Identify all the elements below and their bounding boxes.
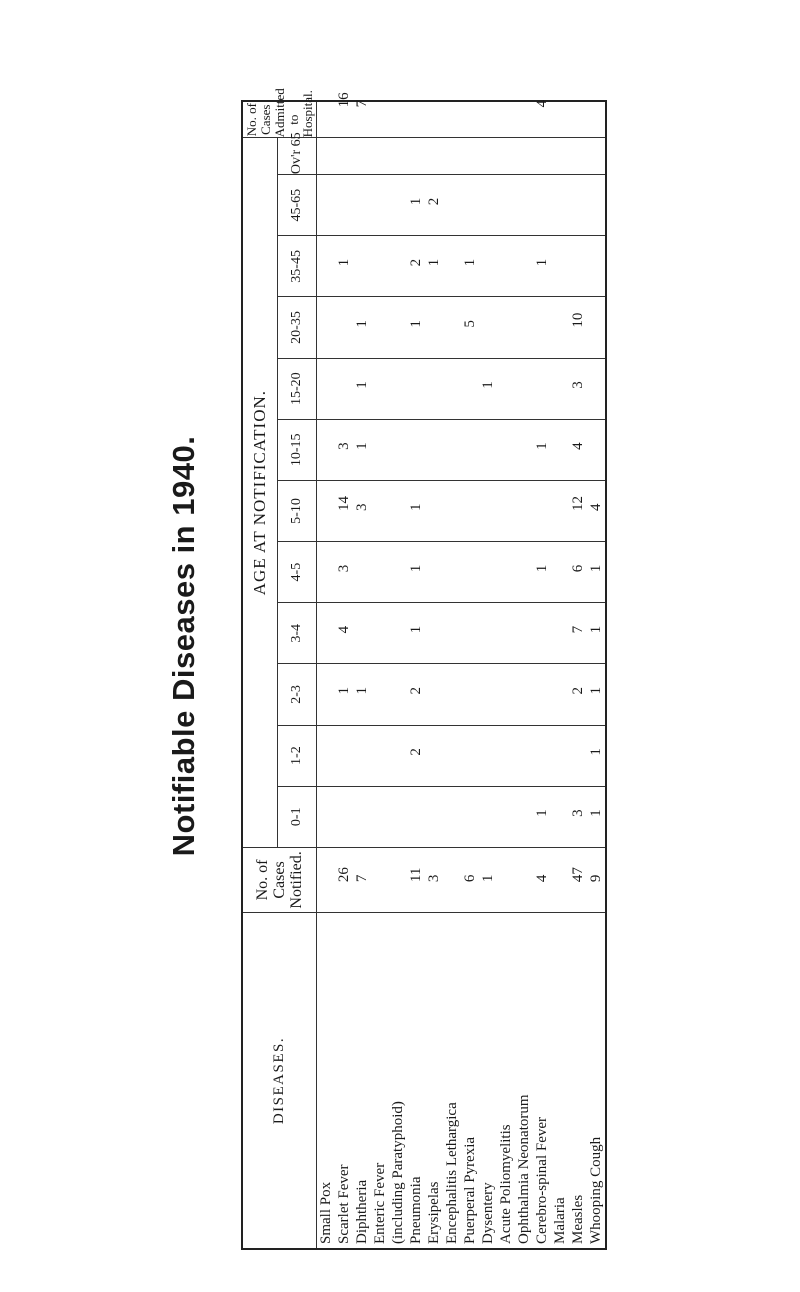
age-count [551, 603, 569, 664]
age-count [497, 236, 515, 297]
age-count [515, 236, 533, 297]
age-count [317, 175, 336, 236]
notified-header: No. of Cases Notified. [242, 847, 317, 912]
disease-name [389, 913, 407, 1249]
age-count: 1 [587, 786, 606, 847]
age-count [353, 786, 371, 847]
admitted-count [443, 101, 461, 138]
disease-label: (including Paratyphoid) [390, 1101, 406, 1244]
age-count: 1 [533, 236, 551, 297]
age-count [587, 419, 606, 480]
age-count [461, 175, 479, 236]
age-count [371, 542, 389, 603]
age-column-header: 45-65 [278, 175, 317, 236]
disease-name [317, 913, 336, 1249]
age-count [533, 480, 551, 541]
disease-name [371, 913, 389, 1249]
age-count [461, 358, 479, 419]
admitted-count: 4 [533, 101, 551, 138]
age-count [515, 786, 533, 847]
age-count [551, 358, 569, 419]
disease-name [533, 913, 551, 1249]
age-count [353, 542, 371, 603]
admitted-count [587, 101, 606, 138]
age-count [551, 480, 569, 541]
age-count [389, 358, 407, 419]
age-count [569, 175, 587, 236]
notified-count: 11 [407, 847, 425, 912]
age-column-header: Ov'r 65 [278, 138, 317, 175]
disease-name [551, 913, 569, 1249]
table-row [461, 101, 479, 1249]
admitted-count [515, 101, 533, 138]
notified-count [389, 847, 407, 912]
admitted-count [389, 101, 407, 138]
age-count [443, 236, 461, 297]
age-count: 1 [353, 419, 371, 480]
disease-label: Diphtheria [354, 1179, 370, 1244]
age-count: 1 [407, 480, 425, 541]
disease-label: Dysentery [480, 1182, 496, 1244]
admitted-count: 16 [335, 101, 353, 138]
age-count [497, 725, 515, 786]
age-count [443, 297, 461, 358]
disease-name [587, 913, 606, 1249]
age-count: 4 [587, 480, 606, 541]
notified-count: 47 [569, 847, 587, 912]
notified-count: 7 [353, 847, 371, 912]
age-count [389, 419, 407, 480]
age-count: 12 [569, 480, 587, 541]
age-count [587, 138, 606, 175]
age-count: 3 [335, 542, 353, 603]
admitted-count [371, 101, 389, 138]
disease-label: Pneumonia [408, 1176, 424, 1244]
notified-count: 1 [479, 847, 497, 912]
table-row [443, 101, 461, 1249]
age-count [425, 786, 443, 847]
age-count [515, 603, 533, 664]
age-count [389, 138, 407, 175]
age-count [425, 297, 443, 358]
age-count: 14 [335, 480, 353, 541]
age-column-header: 2-3 [278, 664, 317, 725]
notified-count: 3 [425, 847, 443, 912]
age-count [425, 542, 443, 603]
age-count: 4 [335, 603, 353, 664]
age-count [551, 725, 569, 786]
age-count [479, 236, 497, 297]
age-count: 1 [587, 542, 606, 603]
disease-label: Small Pox [318, 1181, 334, 1244]
age-count: 1 [407, 542, 425, 603]
age-count [569, 236, 587, 297]
age-count [479, 297, 497, 358]
notified-count [317, 847, 336, 912]
table-row [317, 101, 336, 1249]
age-count [497, 358, 515, 419]
age-count [551, 542, 569, 603]
disease-label: Whooping Cough [588, 1136, 604, 1244]
admitted-count: 7 [353, 101, 371, 138]
age-column-header: 15-20 [278, 358, 317, 419]
age-column-header: 10-15 [278, 419, 317, 480]
age-count [353, 236, 371, 297]
age-count: 1 [353, 664, 371, 725]
age-count [443, 419, 461, 480]
age-count [389, 786, 407, 847]
age-count [461, 138, 479, 175]
age-count [389, 542, 407, 603]
age-count [317, 236, 336, 297]
age-count [389, 603, 407, 664]
age-count [515, 480, 533, 541]
age-count [371, 419, 389, 480]
notifiable-diseases-table [241, 88, 607, 1250]
age-count [443, 358, 461, 419]
age-count [389, 297, 407, 358]
age-count [425, 138, 443, 175]
age-count [461, 603, 479, 664]
age-count: 1 [533, 542, 551, 603]
age-count [425, 603, 443, 664]
age-count: 4 [569, 419, 587, 480]
age-count [551, 236, 569, 297]
age-count: 1 [407, 603, 425, 664]
age-count: 10 [569, 297, 587, 358]
disease-label: Erysipelas [426, 1181, 442, 1244]
age-count [533, 603, 551, 664]
age-count [479, 664, 497, 725]
age-count [551, 297, 569, 358]
disease-label: Ophthalmia Neonatorum [516, 1094, 532, 1244]
age-count: 1 [533, 419, 551, 480]
table-row [389, 101, 407, 1249]
age-count: 1 [533, 786, 551, 847]
age-count: 6 [569, 542, 587, 603]
age-count [425, 480, 443, 541]
age-count [479, 480, 497, 541]
age-count [587, 358, 606, 419]
age-count [497, 664, 515, 725]
age-count: 1 [461, 236, 479, 297]
age-count [353, 175, 371, 236]
age-count [533, 297, 551, 358]
age-count [371, 603, 389, 664]
notified-count: 9 [587, 847, 606, 912]
disease-label: Scarlet Fever [336, 1164, 352, 1244]
age-count [479, 542, 497, 603]
table-row [479, 101, 497, 1249]
age-count [497, 786, 515, 847]
admitted-header: No. of Cases Admitted to Hospital. [243, 88, 315, 138]
age-count [371, 786, 389, 847]
age-count [317, 358, 336, 419]
notified-count: 4 [533, 847, 551, 912]
age-count [515, 725, 533, 786]
age-count: 1 [335, 664, 353, 725]
age-count [461, 786, 479, 847]
notified-count: 6 [461, 847, 479, 912]
disease-name [497, 913, 515, 1249]
age-count [389, 725, 407, 786]
age-count [317, 419, 336, 480]
table-row [515, 101, 533, 1249]
age-count [515, 542, 533, 603]
age-count [497, 138, 515, 175]
disease-name [425, 913, 443, 1249]
disease-name [443, 913, 461, 1249]
disease-name [335, 913, 353, 1249]
page-title: Notifiable Diseases in 1940. [166, 435, 201, 857]
table-row [587, 101, 606, 1249]
age-column-header: 1-2 [278, 725, 317, 786]
age-count [317, 786, 336, 847]
age-count [389, 664, 407, 725]
age-count: 7 [569, 603, 587, 664]
age-count [533, 725, 551, 786]
age-count: 1 [353, 297, 371, 358]
age-count [317, 138, 336, 175]
disease-label: Cerebro-spinal Fever [534, 1116, 550, 1244]
age-count [461, 664, 479, 725]
age-column-header: 3-4 [278, 603, 317, 664]
age-count [425, 419, 443, 480]
age-count [443, 138, 461, 175]
age-count [515, 358, 533, 419]
disease-label: Enteric Fever [372, 1162, 388, 1244]
age-count [371, 175, 389, 236]
age-count [317, 480, 336, 541]
notified-count: 26 [335, 847, 353, 912]
age-count: 1 [407, 175, 425, 236]
rotated-table-wrapper [241, 88, 604, 1250]
age-count [335, 358, 353, 419]
notified-count [443, 847, 461, 912]
age-count [533, 358, 551, 419]
age-count [461, 480, 479, 541]
table-row [425, 101, 443, 1249]
table-row [551, 101, 569, 1249]
age-count [569, 725, 587, 786]
admitted-count [569, 101, 587, 138]
notified-count [497, 847, 515, 912]
age-count [479, 419, 497, 480]
age-count [443, 480, 461, 541]
age-count [407, 419, 425, 480]
age-count [515, 419, 533, 480]
table-row [497, 101, 515, 1249]
age-count [443, 542, 461, 603]
age-count [371, 725, 389, 786]
age-count: 3 [353, 480, 371, 541]
age-count [371, 297, 389, 358]
table-row [533, 101, 551, 1249]
age-count: 5 [461, 297, 479, 358]
age-count [407, 358, 425, 419]
age-count: 1 [587, 664, 606, 725]
age-column-header: 20-35 [278, 297, 317, 358]
notified-count [515, 847, 533, 912]
age-count [425, 664, 443, 725]
age-count [371, 236, 389, 297]
age-count [461, 542, 479, 603]
table-row [569, 101, 587, 1249]
age-count [389, 175, 407, 236]
age-count [443, 786, 461, 847]
age-count: 3 [569, 358, 587, 419]
age-count [443, 175, 461, 236]
age-count [479, 138, 497, 175]
disease-name [407, 913, 425, 1249]
age-count [587, 175, 606, 236]
age-count [479, 786, 497, 847]
admitted-count [425, 101, 443, 138]
table-row [371, 101, 389, 1249]
diseases-header: DISEASES. [242, 913, 317, 1249]
age-count: 2 [569, 664, 587, 725]
age-count [371, 358, 389, 419]
admitted-count [407, 101, 425, 138]
age-count: 1 [587, 603, 606, 664]
disease-name [479, 913, 497, 1249]
age-column-header: 35-45 [278, 236, 317, 297]
age-count [479, 725, 497, 786]
age-count [353, 138, 371, 175]
age-count [317, 664, 336, 725]
table-row [407, 101, 425, 1249]
age-count: 3 [335, 419, 353, 480]
age-count [317, 297, 336, 358]
age-count [335, 725, 353, 786]
notified-count [371, 847, 389, 912]
age-count [335, 138, 353, 175]
age-count [335, 175, 353, 236]
age-count: 1 [587, 725, 606, 786]
age-count: 2 [407, 725, 425, 786]
age-count [551, 175, 569, 236]
disease-label: Encephalitis Lethargica [444, 1102, 460, 1244]
age-count: 2 [407, 236, 425, 297]
age-count [515, 664, 533, 725]
table-row [335, 101, 353, 1249]
age-count [515, 175, 533, 236]
age-count: 2 [407, 664, 425, 725]
age-column-header: 5-10 [278, 480, 317, 541]
age-count: 1 [425, 236, 443, 297]
age-count [317, 603, 336, 664]
disease-name [515, 913, 533, 1249]
disease-label: Measles [570, 1194, 586, 1244]
age-count [587, 236, 606, 297]
age-count [533, 664, 551, 725]
age-count [389, 236, 407, 297]
age-count [479, 603, 497, 664]
age-count [569, 138, 587, 175]
age-count: 2 [425, 175, 443, 236]
age-count [425, 725, 443, 786]
age-count [317, 542, 336, 603]
age-count [353, 603, 371, 664]
age-count [497, 480, 515, 541]
age-column-header: 0-1 [278, 786, 317, 847]
age-count [497, 542, 515, 603]
admitted-count [551, 101, 569, 138]
age-count [497, 297, 515, 358]
age-count [497, 419, 515, 480]
age-count [371, 480, 389, 541]
age-count [515, 138, 533, 175]
age-group-header: AGE AT NOTIFICATION. [242, 138, 278, 847]
table-body [317, 92, 607, 1249]
age-count [551, 419, 569, 480]
age-count [353, 725, 371, 786]
age-count [515, 297, 533, 358]
age-count [461, 725, 479, 786]
admitted-count [461, 101, 479, 138]
age-column-header: 4-5 [278, 542, 317, 603]
disease-label: Puerperal Pyrexia [462, 1136, 478, 1244]
table-row [353, 101, 371, 1249]
age-count [443, 603, 461, 664]
age-count [533, 138, 551, 175]
age-count [587, 297, 606, 358]
age-count [389, 480, 407, 541]
age-count [407, 786, 425, 847]
age-count: 1 [353, 358, 371, 419]
age-count [479, 175, 497, 236]
disease-label: Malaria [552, 1197, 568, 1244]
disease-name [461, 913, 479, 1249]
age-count [335, 297, 353, 358]
age-count [497, 603, 515, 664]
age-count [497, 175, 515, 236]
age-count [371, 664, 389, 725]
age-count [551, 786, 569, 847]
age-count [443, 725, 461, 786]
age-count: 1 [335, 236, 353, 297]
age-count [533, 175, 551, 236]
age-count [425, 358, 443, 419]
age-count [551, 664, 569, 725]
admitted-count [497, 101, 515, 138]
age-count: 1 [479, 358, 497, 419]
age-count [461, 419, 479, 480]
age-count [407, 138, 425, 175]
age-count [371, 138, 389, 175]
age-count [317, 725, 336, 786]
age-count: 1 [407, 297, 425, 358]
age-count: 3 [569, 786, 587, 847]
age-count [551, 138, 569, 175]
disease-label: Acute Poliomyelitis [498, 1124, 514, 1244]
age-count [335, 786, 353, 847]
age-count [443, 664, 461, 725]
admitted-count [479, 101, 497, 138]
disease-name [353, 913, 371, 1249]
notified-count [551, 847, 569, 912]
admitted-count [317, 101, 336, 138]
disease-name [569, 913, 587, 1249]
